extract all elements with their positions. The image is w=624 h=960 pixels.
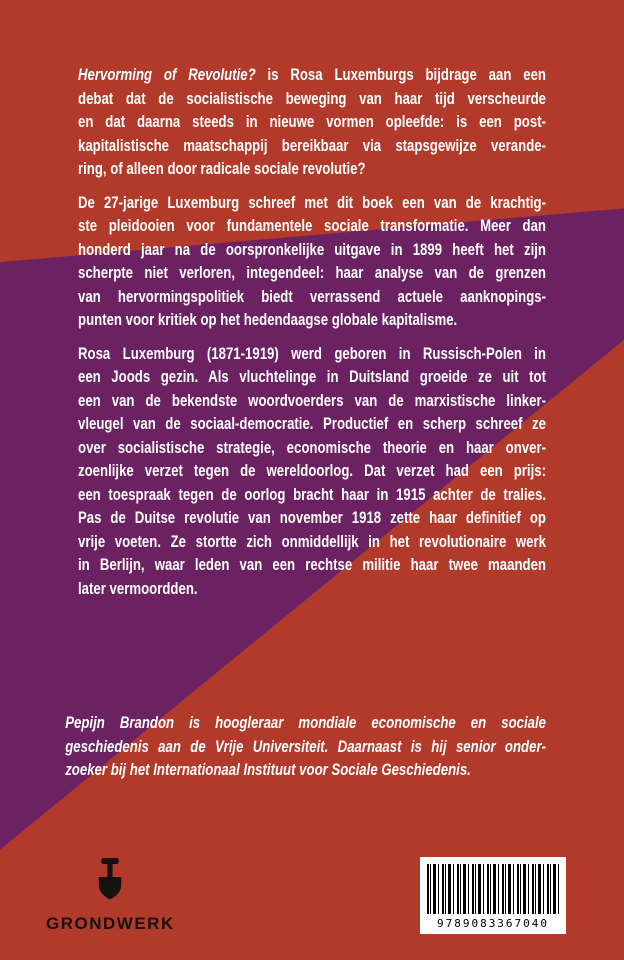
intro-paragraph: [78, 64, 546, 182]
cover-footer: [46, 857, 566, 934]
text-line: zoenlijke verzet tegen de wereldoorlog. Dat verzet had een prijs:: [78, 462, 546, 480]
biography-paragraph: [78, 343, 546, 602]
text-line: ring, of alleen door radicale sociale revolutie?: [78, 160, 366, 178]
text-line: een toespraak tegen de oorlog bracht haar in 1915 achter de tralies.: [78, 485, 546, 504]
text-line: Pas de Duitse revolutie van november 1918 zette haar definitief op: [78, 509, 546, 527]
back-cover-text: [65, 64, 546, 793]
text-line: Rosa Luxemburg (1871-1919) werd geboren in Russisch-Polen in: [78, 344, 546, 363]
publisher-logo: [46, 857, 175, 934]
text-line: een van de bekendste woordvoerders van de marxistische linker-: [78, 391, 546, 410]
text-line: over socialistische strategie, economische theorie en haar onver-: [78, 438, 546, 457]
author-bio-paragraph: [65, 712, 546, 783]
text-line: scherpte niet verloren, integendeel: haar analyse van de grenzen: [78, 264, 546, 282]
shovel-icon: [91, 857, 129, 909]
intro-first-line-rest: is Rosa Luxemburgs bijdrage aan een: [255, 66, 546, 84]
publisher-name: GRONDWERK: [46, 914, 175, 933]
isbn-number: 9789083367040: [436, 917, 550, 930]
text-line: vrije voeten. Ze stortte zich onmiddellijk in het revolutionaire werk: [78, 532, 546, 551]
text-line: zoeker bij het Internationaal Instituut voor Sociale Geschiedenis.: [65, 761, 471, 779]
barcode-bars: [427, 864, 559, 914]
text-line: ste pleidooien voor fundamentele sociale transformatie. Meer dan: [78, 217, 546, 235]
intro-lines: [78, 88, 546, 182]
text-line: in Berlijn, waar leden van een rechtse militie haar twee maanden: [78, 556, 546, 574]
text-line: De 27-jarige Luxemburg schreef met dit boek een van de krachtig-: [78, 193, 546, 212]
text-line: later vermoordden.: [78, 579, 198, 598]
text-line: honderd jaar na de oorspronkelijke uitgave in 1899 heeft het zijn: [78, 240, 546, 259]
text-line: vleugel van de sociaal-democratie. Productief en scherp schreef ze: [78, 415, 546, 433]
text-line: [78, 64, 546, 88]
text-line: Pepijn Brandon is hoogleraar mondiale economische en sociale: [65, 714, 546, 732]
text-line: een Joods gezin. Als vluchtelinge in Duitsland groeide ze uit tot: [78, 368, 546, 386]
text-line: van hervormingspolitiek biedt verrassend actuele aanknopings-: [78, 287, 546, 306]
second-paragraph: [78, 192, 546, 333]
text-line: kapitalistische maatschappij bereikbaar via stapsgewijze verande-: [78, 136, 546, 155]
text-line: en dat daarna steeds in nieuwe vormen opleefde: is een post-: [78, 113, 546, 131]
isbn-barcode: [420, 857, 566, 934]
text-line: debat dat de socialistische beweging van haar tijd verscheurde: [78, 89, 546, 108]
text-line: punten voor kritiek op het hedendaagse globale kapitalisme.: [78, 311, 458, 329]
text-line: geschiedenis aan de Vrije Universiteit. Daarnaast is hij senior onder-: [65, 737, 546, 756]
book-title-italic: Hervorming of Revolutie?: [78, 66, 256, 84]
